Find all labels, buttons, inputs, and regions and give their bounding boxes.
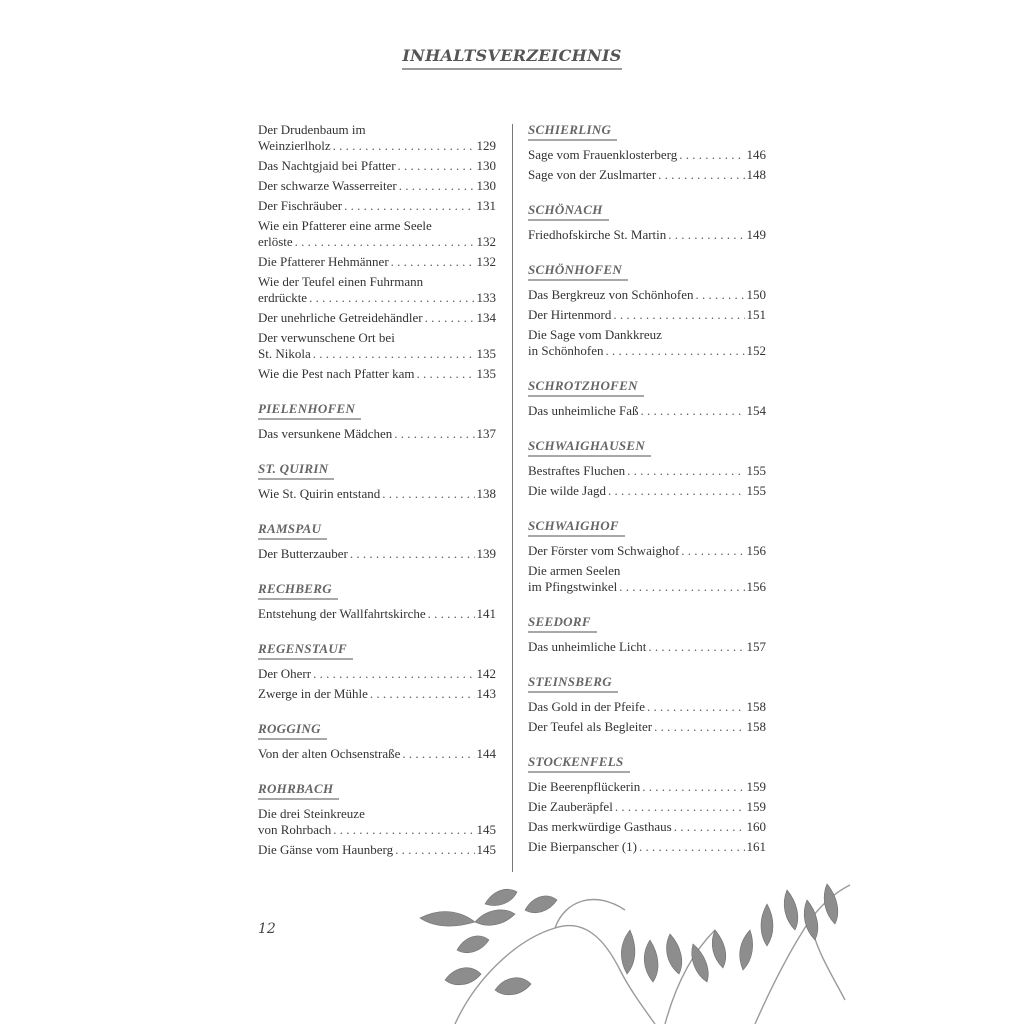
toc-section-rogging	[258, 721, 496, 762]
entry-title: Zwerge in der Mühle	[258, 686, 368, 701]
dot-leader	[627, 463, 744, 479]
entry-title: Wie die Pest nach Pfatter kam	[258, 366, 415, 381]
toc-section-schierling	[528, 122, 766, 183]
entry-page-number: 135	[476, 366, 496, 381]
section-heading: SCHWAIGHAUSEN	[528, 438, 651, 457]
column-divider	[512, 124, 513, 872]
toc-section-regenstauf	[258, 641, 496, 702]
toc-entry	[258, 218, 496, 250]
entry-page-number: 145	[476, 822, 496, 837]
toc-entry	[528, 563, 766, 595]
toc-entry	[528, 699, 766, 715]
toc-entry	[258, 606, 496, 622]
entry-page-number: 132	[476, 254, 496, 269]
entry-page-number: 156	[746, 543, 766, 558]
entry-title: Der Butterzauber	[258, 546, 348, 561]
toc-entry	[528, 719, 766, 735]
entry-title: erdrückte	[258, 290, 308, 305]
entry-title: Die wilde Jagd	[528, 483, 606, 498]
clematis-vine-illustration	[415, 870, 855, 1024]
entry-page-number: 155	[746, 463, 766, 478]
toc-entry	[258, 686, 496, 702]
toc-entry	[258, 426, 496, 442]
entry-title-line: Wie ein Pfatterer eine arme Seele	[258, 218, 432, 233]
toc-entry	[528, 483, 766, 499]
toc-entry	[258, 746, 496, 762]
dot-leader	[695, 287, 744, 303]
entry-page-number: 158	[746, 699, 766, 714]
dot-leader	[295, 234, 475, 250]
entry-title: Die Bierpanscher (1)	[528, 839, 638, 854]
entry-page-number: 129	[476, 138, 496, 153]
dot-leader	[370, 686, 475, 702]
entry-title: Der Oherr	[258, 666, 312, 681]
entry-page-number: 131	[476, 198, 496, 213]
entry-page-number: 158	[746, 719, 766, 734]
entry-page-number: 142	[476, 666, 496, 681]
toc-section-rohrbach	[258, 781, 496, 858]
dot-leader	[654, 719, 744, 735]
entry-page-number: 148	[746, 167, 766, 182]
entry-title: Entstehung der Wallfahrtskirche	[258, 606, 426, 621]
toc-entry	[528, 839, 766, 855]
dot-leader	[674, 819, 745, 835]
section-heading: ST. QUIRIN	[258, 461, 334, 480]
entry-title-line: Der verwunschene Ort bei	[258, 330, 395, 345]
section-heading: STOCKENFELS	[528, 754, 630, 773]
entry-title: Der Förster vom Schwaighof	[528, 543, 680, 558]
dot-leader	[395, 842, 474, 858]
entry-title: Der unehrliche Getreidehändler	[258, 310, 423, 325]
dot-leader	[615, 799, 745, 815]
entry-title: St. Nikola	[258, 346, 311, 361]
dot-leader	[658, 167, 744, 183]
dot-leader	[428, 606, 475, 622]
toc-section-stockenfels	[528, 754, 766, 855]
dot-leader	[382, 486, 474, 502]
toc-entry	[528, 227, 766, 243]
dot-leader	[398, 158, 475, 174]
toc-entry	[258, 198, 496, 214]
toc-right-column	[528, 122, 766, 874]
dot-leader	[642, 779, 744, 795]
dot-leader	[647, 699, 745, 715]
toc-entry	[258, 178, 496, 194]
page-title-text: INHALTSVERZEICHNIS	[402, 46, 621, 70]
entry-title: Der Fischräuber	[258, 198, 343, 213]
entry-page-number: 143	[476, 686, 496, 701]
entry-title: Das Bergkreuz von Schönhofen	[528, 287, 694, 302]
entry-title: Die Gänse vom Haunberg	[258, 842, 394, 857]
entry-page-number: 130	[476, 158, 496, 173]
section-heading: SCHWAIGHOF	[528, 518, 625, 537]
toc-section-seedorf	[528, 614, 766, 655]
entry-page-number: 130	[476, 178, 496, 193]
entry-title: erlöste	[258, 234, 293, 249]
section-heading: RECHBERG	[258, 581, 338, 600]
entry-page-number: 159	[746, 779, 766, 794]
entry-page-number: 155	[746, 483, 766, 498]
dot-leader	[333, 138, 475, 154]
toc-entry	[258, 806, 496, 838]
dot-leader	[605, 343, 744, 359]
entry-title: Von der alten Ochsenstraße	[258, 746, 401, 761]
dot-leader	[668, 227, 744, 243]
dot-leader	[679, 147, 744, 163]
toc-section-schoenach	[528, 202, 766, 243]
toc-section-schoenhofen	[528, 262, 766, 359]
toc-section-st-quirin	[258, 461, 496, 502]
toc-entry	[258, 366, 496, 382]
toc-section-schwaighof	[528, 518, 766, 595]
toc-entry	[528, 819, 766, 835]
toc-entry	[528, 799, 766, 815]
entry-title: Das versunkene Mädchen	[258, 426, 393, 441]
section-heading: RAMSPAU	[258, 521, 327, 540]
toc-entry	[528, 147, 766, 163]
entry-title: Das unheimliche Licht	[528, 639, 647, 654]
toc-section-steinsberg	[528, 674, 766, 735]
section-heading: REGENSTAUF	[258, 641, 353, 660]
entry-title: in Schönhofen	[528, 343, 604, 358]
entry-title: Das unheimliche Faß	[528, 403, 639, 418]
dot-leader	[309, 290, 474, 306]
entry-page-number: 157	[746, 639, 766, 654]
entry-page-number: 156	[746, 579, 766, 594]
page-title	[0, 46, 1024, 70]
entry-page-number: 144	[476, 746, 496, 761]
dot-leader	[350, 546, 475, 562]
toc-entry	[258, 122, 496, 154]
entry-title: Die Zauberäpfel	[528, 799, 613, 814]
entry-title: Das merkwürdige Gasthaus	[528, 819, 672, 834]
dot-leader	[639, 839, 744, 855]
entry-page-number: 145	[476, 842, 496, 857]
dot-leader	[391, 254, 475, 270]
toc-entry	[258, 330, 496, 362]
entry-title: Der Hirtenmord	[528, 307, 612, 322]
dot-leader	[344, 198, 474, 214]
entry-title: Bestraftes Fluchen	[528, 463, 626, 478]
entry-title-line: Die Sage vom Dankkreuz	[528, 327, 662, 342]
entry-page-number: 141	[476, 606, 496, 621]
entry-page-number: 161	[746, 839, 766, 854]
toc-entry	[528, 779, 766, 795]
entry-title: Weinzierlholz	[258, 138, 331, 153]
section-heading: ROHRBACH	[258, 781, 339, 800]
entry-page-number: 135	[476, 346, 496, 361]
entry-page-number: 132	[476, 234, 496, 249]
dot-leader	[640, 403, 744, 419]
toc-entry	[528, 327, 766, 359]
entry-page-number: 149	[746, 227, 766, 242]
entry-title: von Rohrbach	[258, 822, 332, 837]
entry-page-number: 133	[476, 290, 496, 305]
entry-page-number: 160	[746, 819, 766, 834]
section-heading: SCHÖNHOFEN	[528, 262, 628, 281]
entry-page-number: 154	[746, 403, 766, 418]
entry-title: Sage vom Frauenklosterberg	[528, 147, 678, 162]
dot-leader	[394, 426, 474, 442]
toc-entry	[528, 307, 766, 323]
section-heading: STEINSBERG	[528, 674, 618, 693]
dot-leader	[619, 579, 744, 595]
toc-entry	[258, 666, 496, 682]
dot-leader	[425, 310, 475, 326]
toc-entry	[258, 486, 496, 502]
entry-title: Wie St. Quirin entstand	[258, 486, 381, 501]
dot-leader	[681, 543, 744, 559]
dot-leader	[333, 822, 474, 838]
page-number: 12	[258, 921, 276, 937]
entry-page-number: 152	[746, 343, 766, 358]
toc-section-rechberg	[258, 581, 496, 622]
dot-leader	[399, 178, 475, 194]
entry-page-number: 139	[476, 546, 496, 561]
toc-entry	[528, 167, 766, 183]
dot-leader	[613, 307, 744, 323]
toc-section-pielenhofen	[258, 401, 496, 442]
toc-entry	[258, 310, 496, 326]
section-heading: SCHIERLING	[528, 122, 617, 141]
toc-entry	[258, 254, 496, 270]
toc-entry	[528, 287, 766, 303]
entry-title: Der schwarze Wasserreiter	[258, 178, 397, 193]
section-heading: PIELENHOFEN	[258, 401, 361, 420]
toc-section-ramspau	[258, 521, 496, 562]
entry-title: Das Nachtgjaid bei Pfatter	[258, 158, 396, 173]
entry-page-number: 159	[746, 799, 766, 814]
dot-leader	[313, 666, 474, 682]
toc-entry	[528, 463, 766, 479]
toc-section-schwaighausen	[528, 438, 766, 499]
toc-section-continued	[258, 122, 496, 382]
toc-entry	[258, 274, 496, 306]
entry-title-line: Die armen Seelen	[528, 563, 621, 578]
toc-entry	[528, 639, 766, 655]
entry-title: Sage von der Zuslmarter	[528, 167, 657, 182]
entry-title-line: Die drei Steinkreuze	[258, 806, 365, 821]
toc-entry	[528, 543, 766, 559]
entry-title-line: Wie der Teufel einen Fuhrmann	[258, 274, 424, 289]
section-heading: ROGGING	[258, 721, 327, 740]
toc-entry	[258, 546, 496, 562]
entry-title: Friedhofskirche St. Martin	[528, 227, 667, 242]
entry-title-line: Der Drudenbaum im	[258, 122, 366, 137]
dot-leader	[417, 366, 475, 382]
entry-page-number: 146	[746, 147, 766, 162]
entry-page-number: 137	[476, 426, 496, 441]
entry-page-number: 138	[476, 486, 496, 501]
entry-title: Der Teufel als Begleiter	[528, 719, 653, 734]
toc-entry	[528, 403, 766, 419]
toc-section-schrotzhofen	[528, 378, 766, 419]
entry-page-number: 134	[476, 310, 496, 325]
dot-leader	[608, 483, 745, 499]
entry-page-number: 150	[746, 287, 766, 302]
entry-title: Das Gold in der Pfeife	[528, 699, 645, 714]
entry-page-number: 151	[746, 307, 766, 322]
entry-title: Die Pfatterer Hehmänner	[258, 254, 389, 269]
section-heading: SCHÖNACH	[528, 202, 609, 221]
toc-entry	[258, 842, 496, 858]
entry-title: Die Beerenpflückerin	[528, 779, 641, 794]
toc-entry	[258, 158, 496, 174]
dot-leader	[313, 346, 475, 362]
toc-left-column	[258, 122, 496, 877]
section-heading: SEEDORF	[528, 614, 597, 633]
dot-leader	[402, 746, 474, 762]
entry-title: im Pfingstwinkel	[528, 579, 618, 594]
dot-leader	[648, 639, 744, 655]
section-heading: SCHROTZHOFEN	[528, 378, 644, 397]
